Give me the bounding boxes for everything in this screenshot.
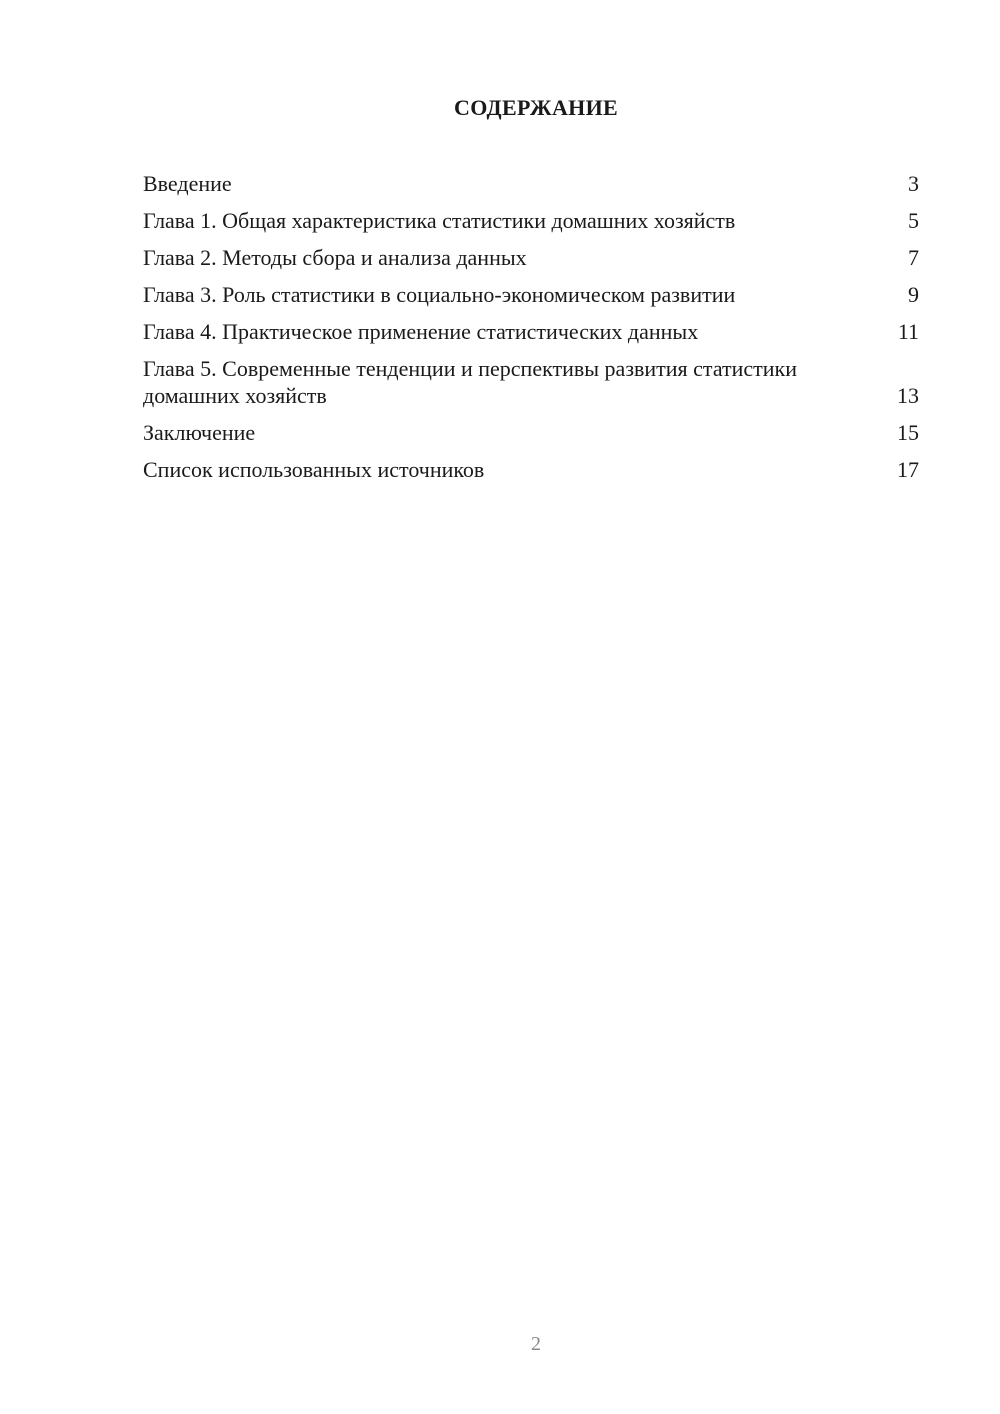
toc-entry-label: Глава 4. Практическое применение статистических данных bbox=[143, 319, 699, 344]
toc-entry-label: Список использованных источников bbox=[143, 457, 485, 482]
toc-entry-page: 13 bbox=[897, 383, 919, 408]
toc-entry-chapter-4 bbox=[143, 318, 919, 345]
toc-entry-label: Глава 1. Общая характеристика статистики домашних хозяйств bbox=[143, 208, 736, 233]
toc-entry-label: Глава 5. Современные тенденции и перспективы развития статистики домашних хозяйств bbox=[143, 356, 798, 408]
toc-entry-page: 17 bbox=[897, 457, 919, 482]
toc-entry-label: Заключение bbox=[143, 420, 256, 445]
toc-entry-introduction bbox=[143, 170, 919, 197]
toc-entry-chapter-1 bbox=[143, 207, 919, 234]
page-title: СОДЕРЖАНИЕ bbox=[454, 95, 618, 120]
toc-entry-page: 9 bbox=[908, 282, 919, 307]
toc-entry-chapter-2 bbox=[143, 244, 919, 271]
toc-entry-chapter-3 bbox=[143, 281, 919, 308]
toc-entry-label: Глава 3. Роль статистики в социально-экономическом развитии bbox=[143, 282, 736, 307]
toc-entry-conclusion bbox=[143, 419, 919, 446]
table-of-contents bbox=[143, 170, 919, 493]
toc-entry-label: Глава 2. Методы сбора и анализа данных bbox=[143, 245, 527, 270]
page-number: 2 bbox=[531, 1333, 541, 1355]
toc-entry-page: 5 bbox=[908, 208, 919, 233]
toc-entry-page: 15 bbox=[897, 420, 919, 445]
toc-entry-chapter-5 bbox=[143, 355, 919, 409]
toc-entry-references bbox=[143, 456, 919, 483]
toc-entry-page: 3 bbox=[908, 171, 919, 196]
toc-entry-label: Введение bbox=[143, 171, 232, 196]
toc-entry-page: 7 bbox=[908, 245, 919, 270]
toc-entry-page: 11 bbox=[897, 319, 919, 344]
